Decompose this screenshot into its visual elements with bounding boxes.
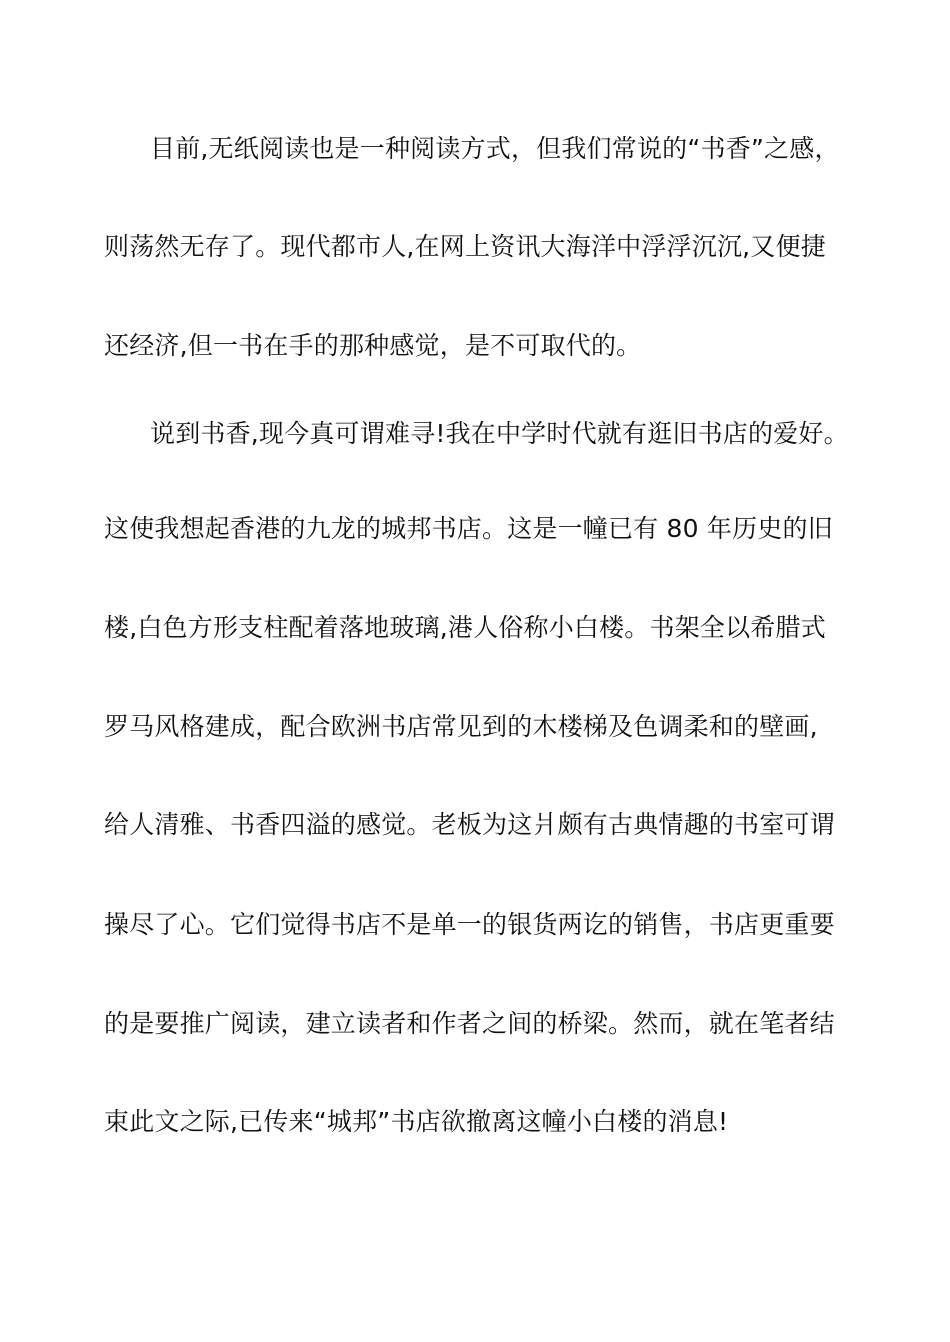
paragraph-2-line-1: 说到书香,现今真可谓难寻!我在中学时代就有逛旧书店的爱好。 (150, 419, 849, 448)
paragraph-2-line-5: 给人清雅、书香四溢的感觉。老板为这爿颇有古典情趣的书室可谓 (104, 810, 835, 839)
paragraph-2-line-6: 操尽了心。它们觉得书店不是单一的银货两讫的销售，书店更重要 (104, 910, 835, 939)
paragraph-1-line-1: 目前,无纸阅读也是一种阅读方式，但我们常说的“书香”之感， (150, 134, 840, 163)
paragraph-2-line-7: 的是要推广阅读，建立读者和作者之间的桥梁。然而，就在笔者结 (104, 1009, 835, 1038)
paragraph-2-line-8: 束此文之际,已传来“城邦”书店欲撤离这幢小白楼的消息! (104, 1107, 729, 1136)
paragraph-2-line-3: 楼,白色方形支柱配着落地玻璃,港人俗称小白楼。书架全以希腊式 (104, 613, 826, 642)
paragraph-2-line-2: 这使我想起香港的九龙的城邦书店。这是一幢已有 80 年历史的旧 (104, 514, 833, 543)
paragraph-1-line-3: 还经济,但一书在手的那种感觉，是不可取代的。 (104, 331, 642, 360)
paragraph-2-line-4: 罗马风格建成，配合欧洲书店常见到的木楼梯及色调柔和的壁画, (104, 712, 818, 741)
paragraph-1-line-2: 则荡然无存了。现代都市人,在网上资讯大海洋中浮浮沉沉,又便捷 (104, 232, 826, 261)
